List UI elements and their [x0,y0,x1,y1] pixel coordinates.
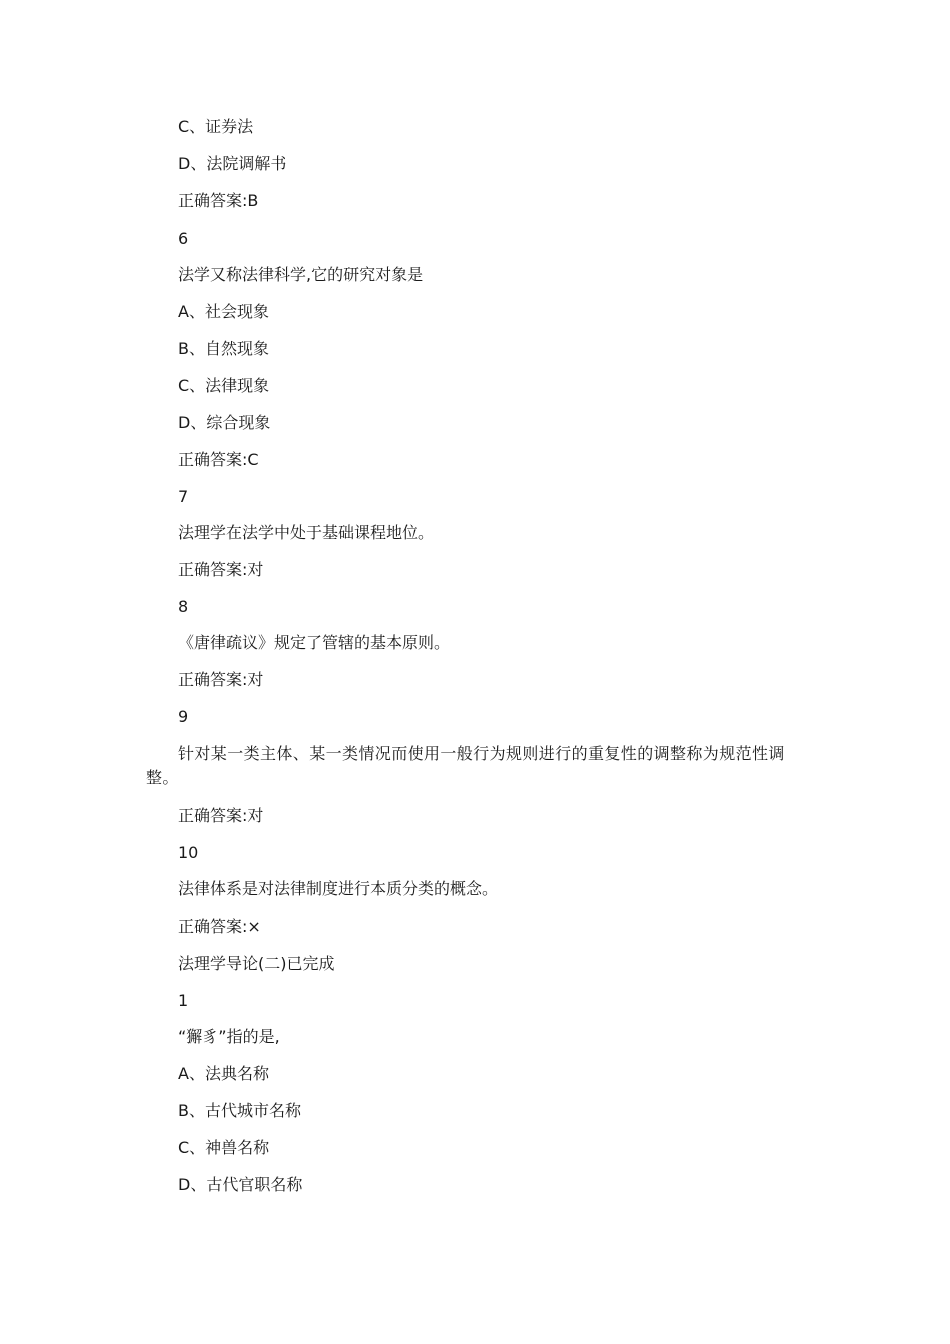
answer-q10: 正确答案:× [178,917,261,936]
option-a-q1: A、法典名称 [178,1064,269,1083]
question-8-text: 《唐律疏议》规定了管辖的基本原则。 [178,633,451,652]
option-b-q6: B、自然现象 [178,339,269,358]
option-d-q1: D、古代官职名称 [178,1175,303,1194]
question-number-8: 8 [178,597,189,616]
answer-q6: 正确答案:C [178,450,259,469]
question-number-6: 6 [178,229,189,248]
option-c-q1: C、神兽名称 [178,1138,270,1157]
question-10-text: 法律体系是对法律制度进行本质分类的概念。 [178,879,499,898]
option-b-q1: B、古代城市名称 [178,1101,301,1120]
option-d-court-mediation: D、法院调解书 [178,154,287,173]
answer-q8: 正确答案:对 [178,670,264,689]
answer-q7: 正确答案:对 [178,560,264,579]
question-7-text: 法理学在法学中处于基础课程地位。 [178,523,435,542]
question-number-10: 10 [178,843,199,862]
option-d-q6: D、综合现象 [178,413,271,432]
question-6-text: 法学又称法律科学,它的研究对象是 [178,265,424,284]
question-number-1: 1 [178,991,189,1010]
option-c-q6: C、法律现象 [178,376,270,395]
option-a-q6: A、社会现象 [178,302,269,321]
question-number-7: 7 [178,487,189,506]
question-1-text: “獬豸”指的是, [178,1027,280,1046]
section-heading: 法理学导论(二)已完成 [178,954,335,973]
question-number-9: 9 [178,707,189,726]
question-9-text: 针对某一类主体、某一类情况而使用一般行为规则进行的重复性的调整称为规范性调整。 [146,744,785,787]
option-c-securities-law: C、证券法 [178,117,254,136]
answer-q9: 正确答案:对 [178,806,264,825]
answer-q5: 正确答案:B [178,191,259,210]
